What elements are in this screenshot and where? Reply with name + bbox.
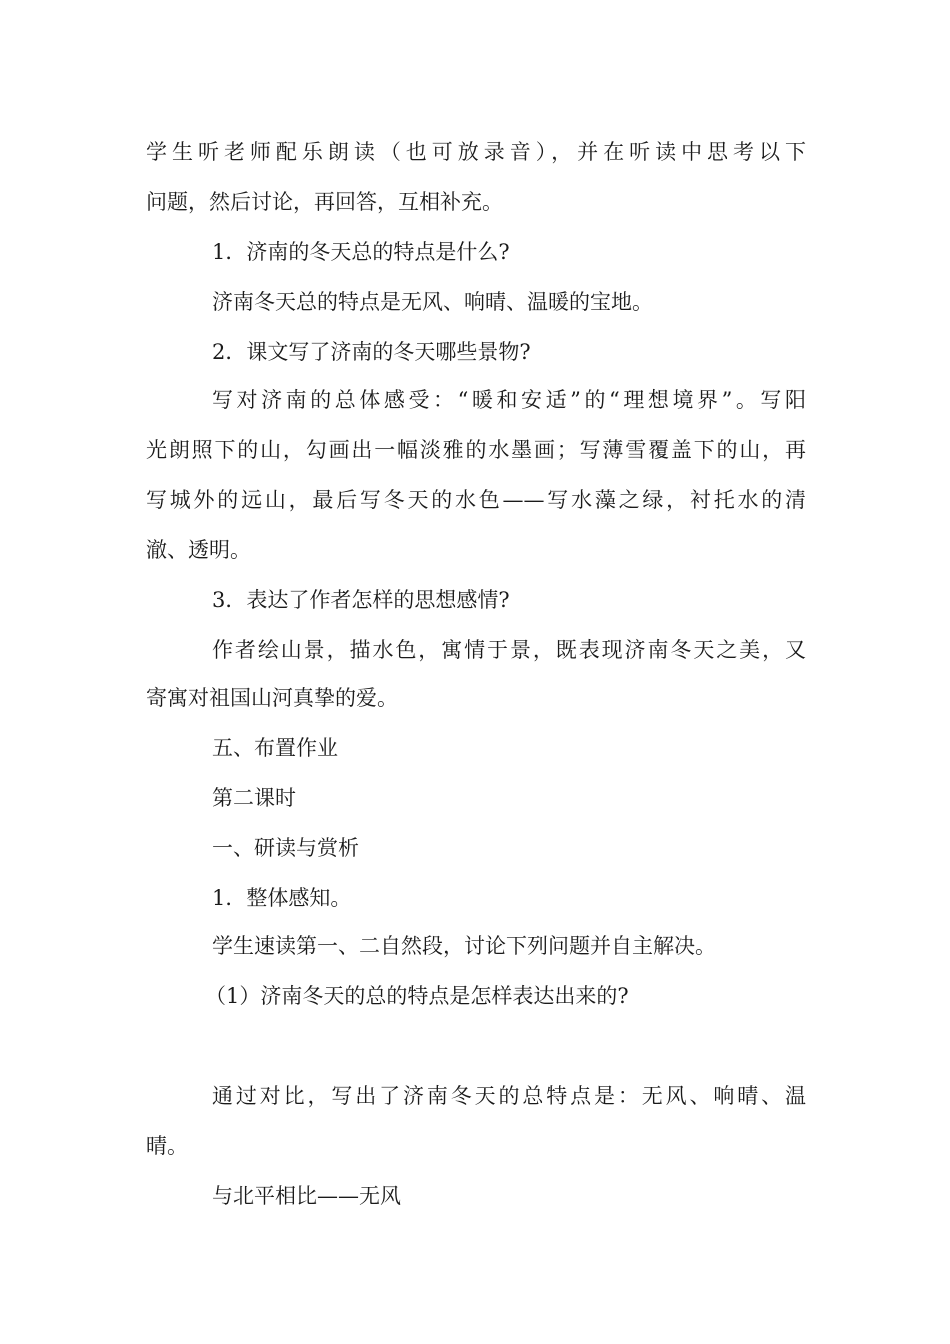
paragraph-line: 问题，然后讨论，再回答，互相补充。 (146, 190, 503, 214)
answer-line: 晴。 (146, 1134, 188, 1158)
answer-line: 写对济南的总体感受：“暖和安适”的“理想境界”。写阳 (212, 388, 806, 412)
question-heading: 3．表达了作者怎样的思想感情? (212, 588, 510, 612)
answer-line: 济南冬天总的特点是无风、响晴、温暖的宝地。 (212, 290, 653, 314)
question-heading: （1）济南冬天的总的特点是怎样表达出来的? (205, 984, 629, 1008)
section-heading: 一、研读与赏析 (212, 836, 359, 860)
answer-line: 写城外的远山，最后写冬天的水色——写水藻之绿，衬托水的清 (146, 488, 806, 512)
question-heading: 2．课文写了济南的冬天哪些景物? (212, 340, 531, 364)
question-heading: 1．济南的冬天总的特点是什么? (212, 240, 510, 264)
section-heading: 五、布置作业 (212, 736, 338, 760)
answer-line: 澈、透明。 (146, 538, 251, 562)
answer-line: 寄寓对祖国山河真挚的爱。 (146, 686, 398, 710)
subsection-heading: 1．整体感知。 (212, 886, 352, 910)
answer-line: 作者绘山景，描水色，寓情于景，既表现济南冬天之美，又 (212, 638, 806, 662)
answer-line: 与北平相比——无风 (212, 1184, 401, 1208)
paragraph-line: 学生听老师配乐朗读（也可放录音），并在听读中思考以下 (146, 140, 806, 164)
answer-line: 通过对比，写出了济南冬天的总特点是：无风、响晴、温 (212, 1084, 806, 1108)
paragraph-line: 学生速读第一、二自然段，讨论下列问题并自主解决。 (212, 934, 716, 958)
lesson-heading: 第二课时 (212, 786, 296, 810)
answer-line: 光朗照下的山，勾画出一幅淡雅的水墨画；写薄雪覆盖下的山，再 (146, 438, 806, 462)
